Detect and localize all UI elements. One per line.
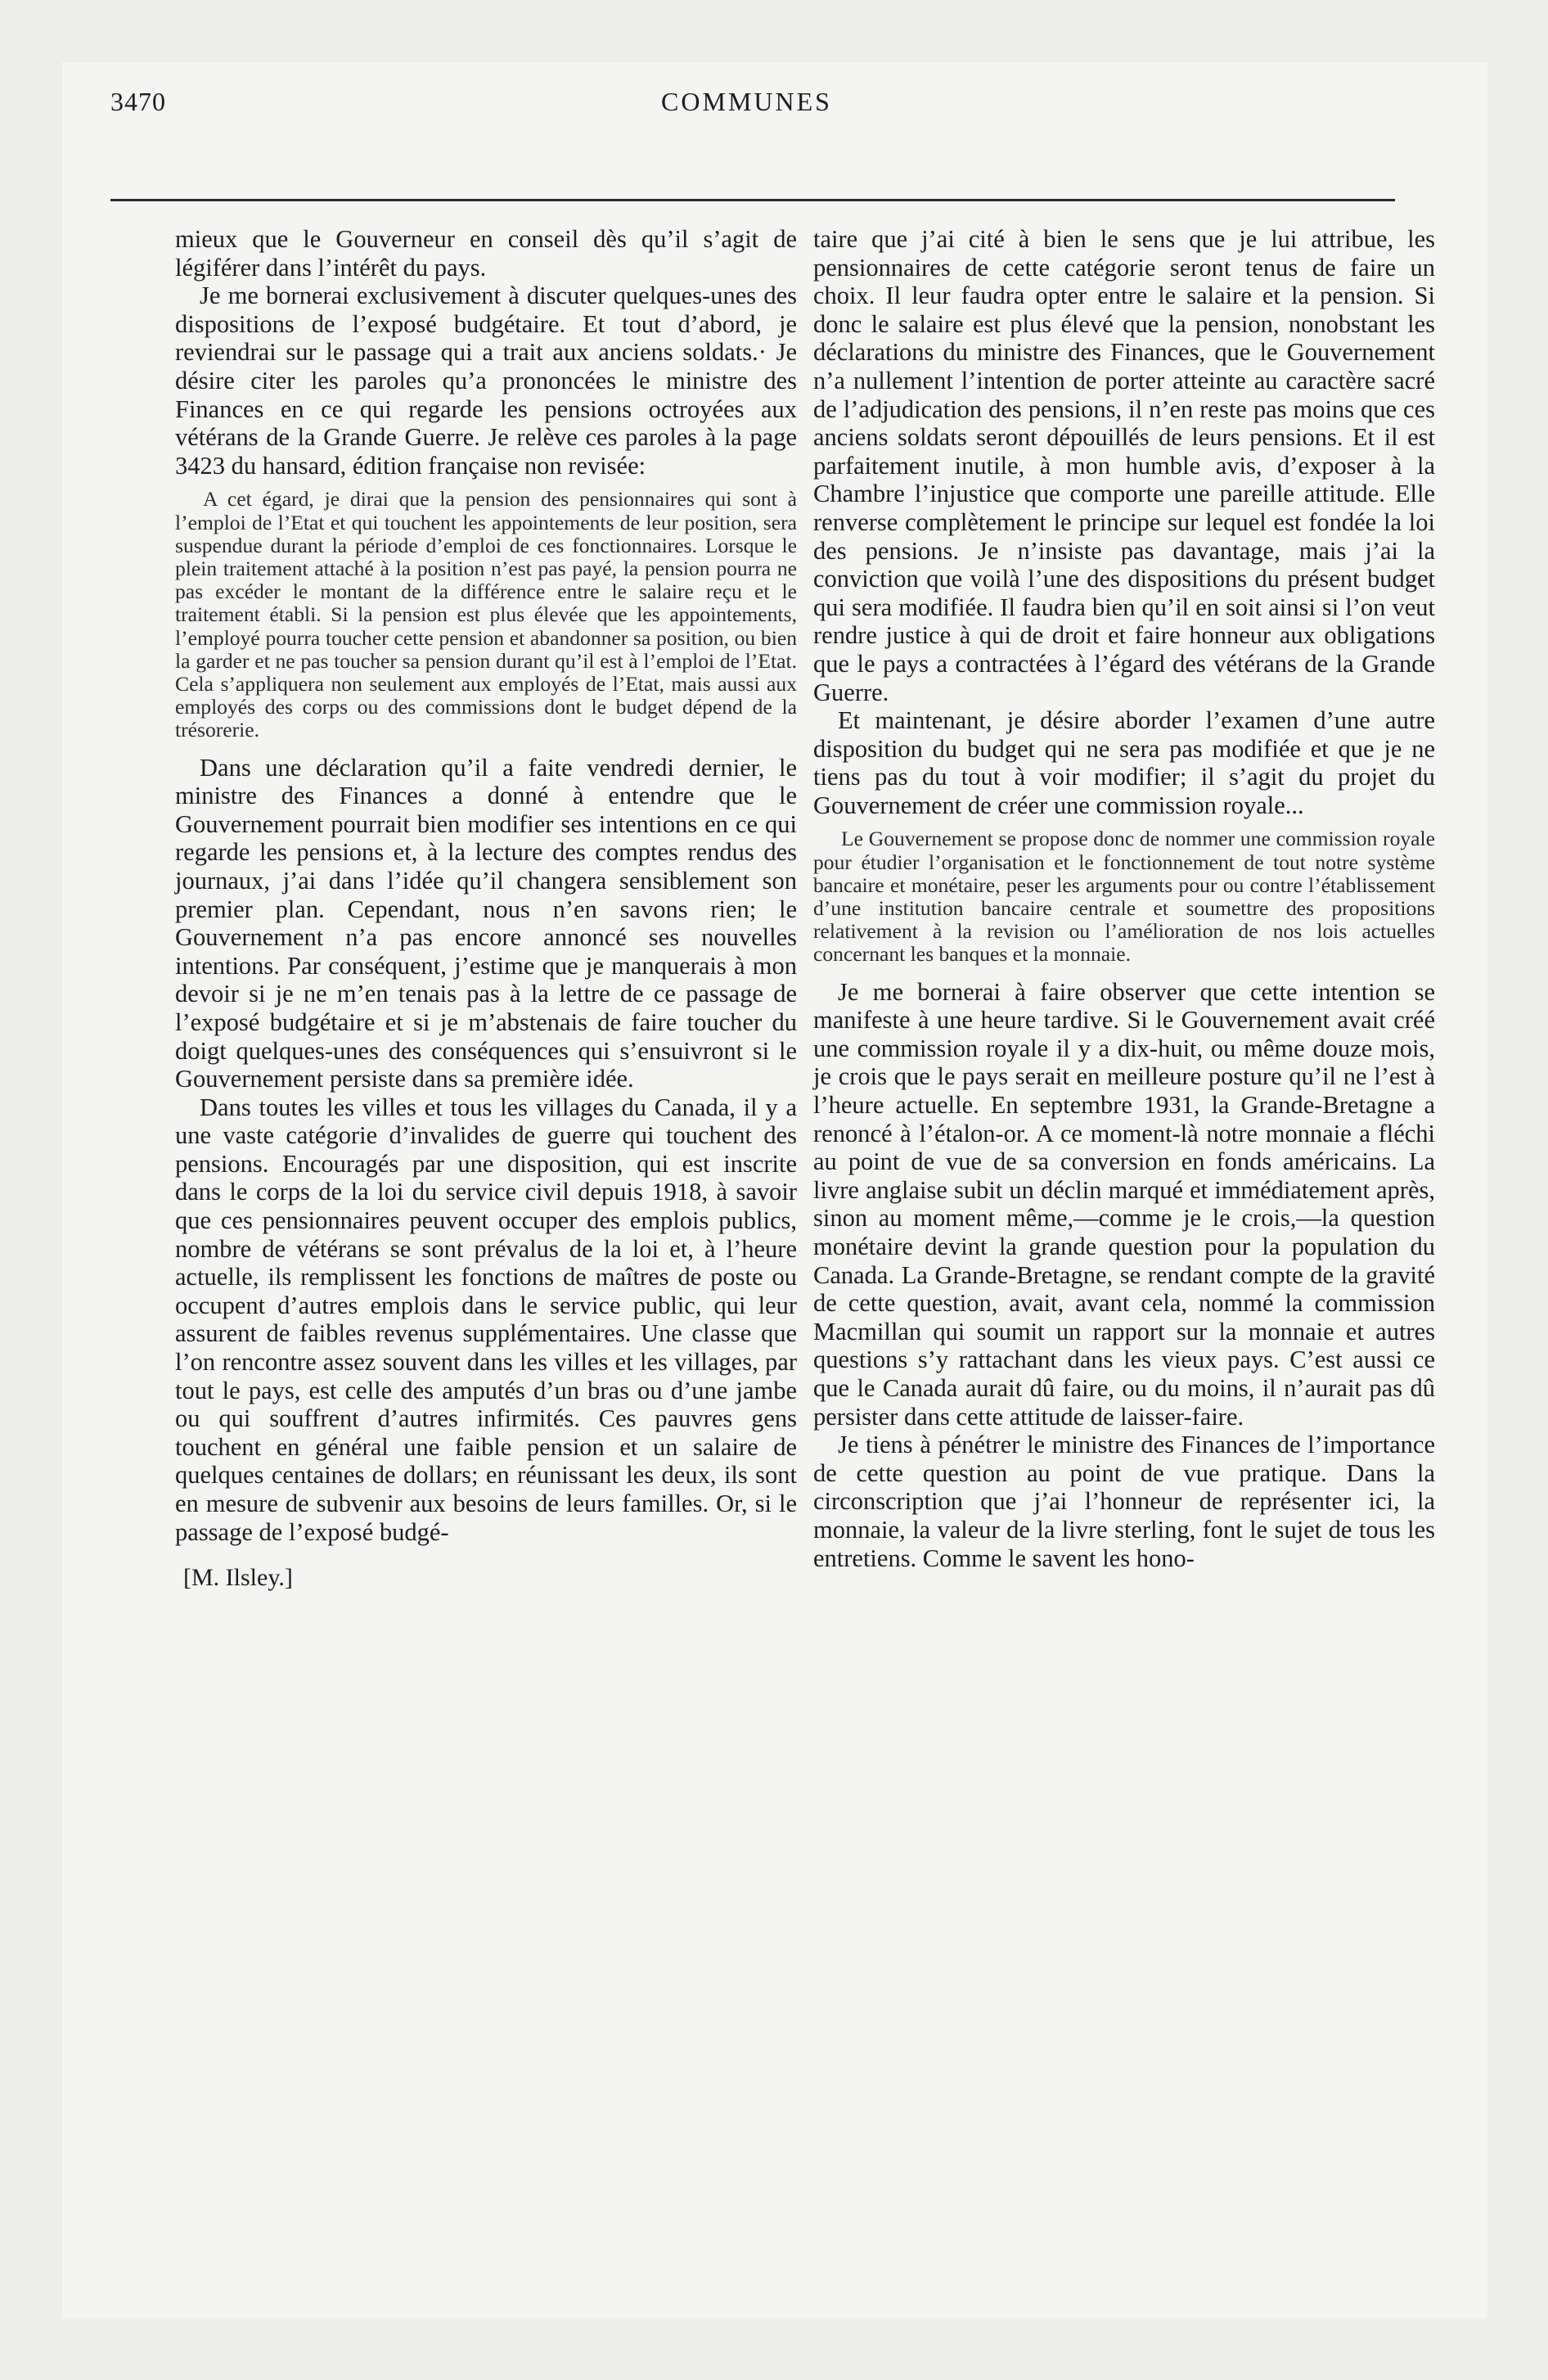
- speaker-signature: [M. Ilsley.]: [183, 1564, 293, 1592]
- paragraph: taire que j’ai cité à bien le sens que je lui attribue, les pensionnaires de cette catégorie seront tenus de faire un choix. Il leur faudra opter entre le salaire et la pension. Si donc le salaire est plus élevé que la pension, nonobstant les déclarations du ministre des Finances, que le Gouvernement n’a nullement l’intention de porter atteinte au caractère sacré de l’adjudication des pensions, il n’en reste pas moins que ces anciens soldats seront dépouillés de leurs pensions. Et il est parfaitement inutile, à mon humble avis, d’exposer à la Chambre l’injustice que comporte une pareille attitude. Elle renverse complètement le principe sur lequel est fondée la loi des pensions. Je n’insiste pas davantage, mais j’ai la conviction que voilà l’une des dispositions du présent budget qui sera modifiée. Il faudra bien qu’il en soit ainsi si l’on veut rendre justice à qui de droit et faire honneur aux obligations que le pays a contractées à l’égard des vétérans de la Grande Guerre.: [813, 225, 1435, 706]
- page-header: [110, 87, 1383, 136]
- paragraph: Et maintenant, je désire aborder l’examen d’une autre disposition du budget qui ne sera pas modifiée et que je ne tiens pas du tout à voir modifier; il s’agit du projet du Gouvernement de créer une commission royale...: [813, 706, 1435, 819]
- paragraph: Dans une déclaration qu’il a faite vendredi dernier, le ministre des Finances a donné à entendre que le Gouvernement pourrait bien modifier ses intentions en ce qui regarde les pensions et, à la lecture des comptes rendus des journaux, j’ai dans l’idée qu’il changera sensiblement son premier plan. Cependant, nous n’en savons rien; le Gouvernement n’a pas encore annoncé ses nouvelles intentions. Par conséquent, j’estime que je manquerais à mon devoir si je ne m’en tenais pas à la lettre de ce passage de l’exposé budgétaire et si je m’abstenais de faire toucher du doigt quelques-unes des conséquences qui s’ensuivront si le Gouvernement persiste dans sa première idée.: [175, 753, 797, 1093]
- block-quote: Le Gouvernement se propose donc de nommer une commission royale pour étudier l’organisation et le fonctionnement de tout notre système bancaire et monétaire, peser les arguments pour ou contre l’établissement d’une institution bancaire centrale et soumettre des propositions relativement à la revision ou l’amélioration de nos lois actuelles concernant les banques et la monnaie.: [813, 827, 1435, 967]
- paragraph: Je me bornerai à faire observer que cette intention se manifeste à une heure tardive. Si le Gouvernement avait créé une commission royale il y a dix-huit, ou même douze mois, je crois que le pays serait en meilleure posture qu’il ne l’est à l’heure actuelle. En septembre 1931, la Grande-Bretagne a renoncé à l’étalon-or. A ce moment-là notre monnaie a fléchi au point de vue de sa conversion en fonds américains. La livre anglaise subit un déclin marqué et immédiatement après, sinon au moment même,—comme je le crois,—la question monétaire devint la grande question pour la population du Canada. La Grande-Bretagne, se rendant compte de la gravité de cette question, avait, avant cela, nommé la commission Macmillan qui soumit un rapport sur la monnaie et autres questions s’y rattachant dans les vieux pays. C’est aussi ce que le Canada aurait dû faire, ou du moins, il n’aurait pas dû persister dans cette attitude de laisser-faire.: [813, 977, 1435, 1431]
- paragraph: Je me bornerai exclusivement à discuter quelques-unes des dispositions de l’exposé budgétaire. Et tout d’abord, je reviendrai sur le passage qui a trait aux anciens soldats.· Je désire citer les paroles qu’a prononcées le ministre des Finances en ce qui regarde les pensions octroyées aux vétérans de la Grande Guerre. Je relève ces paroles à la page 3423 du hansard, édition française non revisée:: [175, 282, 797, 480]
- left-column: [175, 225, 797, 1592]
- right-column: [813, 225, 1435, 1572]
- header-rule: [110, 199, 1395, 201]
- paragraph: mieux que le Gouverneur en conseil dès qu’il s’agit de légiférer dans l’intérêt du pays.: [175, 225, 797, 282]
- running-head: COMMUNES: [661, 87, 832, 116]
- paragraph: Je tiens à pénétrer le ministre des Finances de l’importance de cette question au point de vue pratique. Dans la circonscription que j’ai l’honneur de représenter ici, la monnaie, la valeur de la livre sterling, font le sujet de tous les entretiens. Comme le savent les hono-: [813, 1431, 1435, 1572]
- paragraph: Dans toutes les villes et tous les villages du Canada, il y a une vaste catégorie d’invalides de guerre qui touchent des pensions. Encouragés par une disposition, qui est inscrite dans le corps de la loi du service civil depuis 1918, à savoir que ces pensionnaires peuvent occuper des emplois publics, nombre de vétérans se sont prévalus de la loi et, à l’heure actuelle, ils remplissent les fonctions de maîtres de poste ou occupent d’autres emplois dans le service public, qui leur assurent de faibles revenus supplémentaires. Une classe que l’on rencontre assez souvent dans les villes et les villages, par tout le pays, est celle des amputés d’un bras ou d’une jambe ou qui souffrent d’autres infirmités. Ces pauvres gens touchent en général une faible pension et un salaire de quelques centaines de dollars; en réunissant les deux, ils sont en mesure de subvenir aux besoins de leurs familles. Or, si le passage de l’exposé budgé-: [175, 1093, 797, 1546]
- block-quote: A cet égard, je dirai que la pension des pensionnaires qui sont à l’emploi de l’Etat et qui touchent les appointements de leur position, sera suspendue durant la période d’emploi de ces fonctionnaires. Lorsque le plein traitement attaché à la position n’est pas payé, la pension pourra ne pas excéder le montant de la différence entre le salaire reçu et le traitement établi. Si la pension est plus élevée que les appointements, l’employé pourra toucher cette pension et abandonner sa position, ou bien la garder et ne pas toucher sa pension durant qu’il est à l’emploi de l’Etat. Cela s’appliquera non seulement aux employés de l’Etat, mais aussi aux employés des corps ou des commissions dont le budget dépend de la trésorerie.: [175, 487, 797, 742]
- page-number: 3470: [110, 87, 166, 116]
